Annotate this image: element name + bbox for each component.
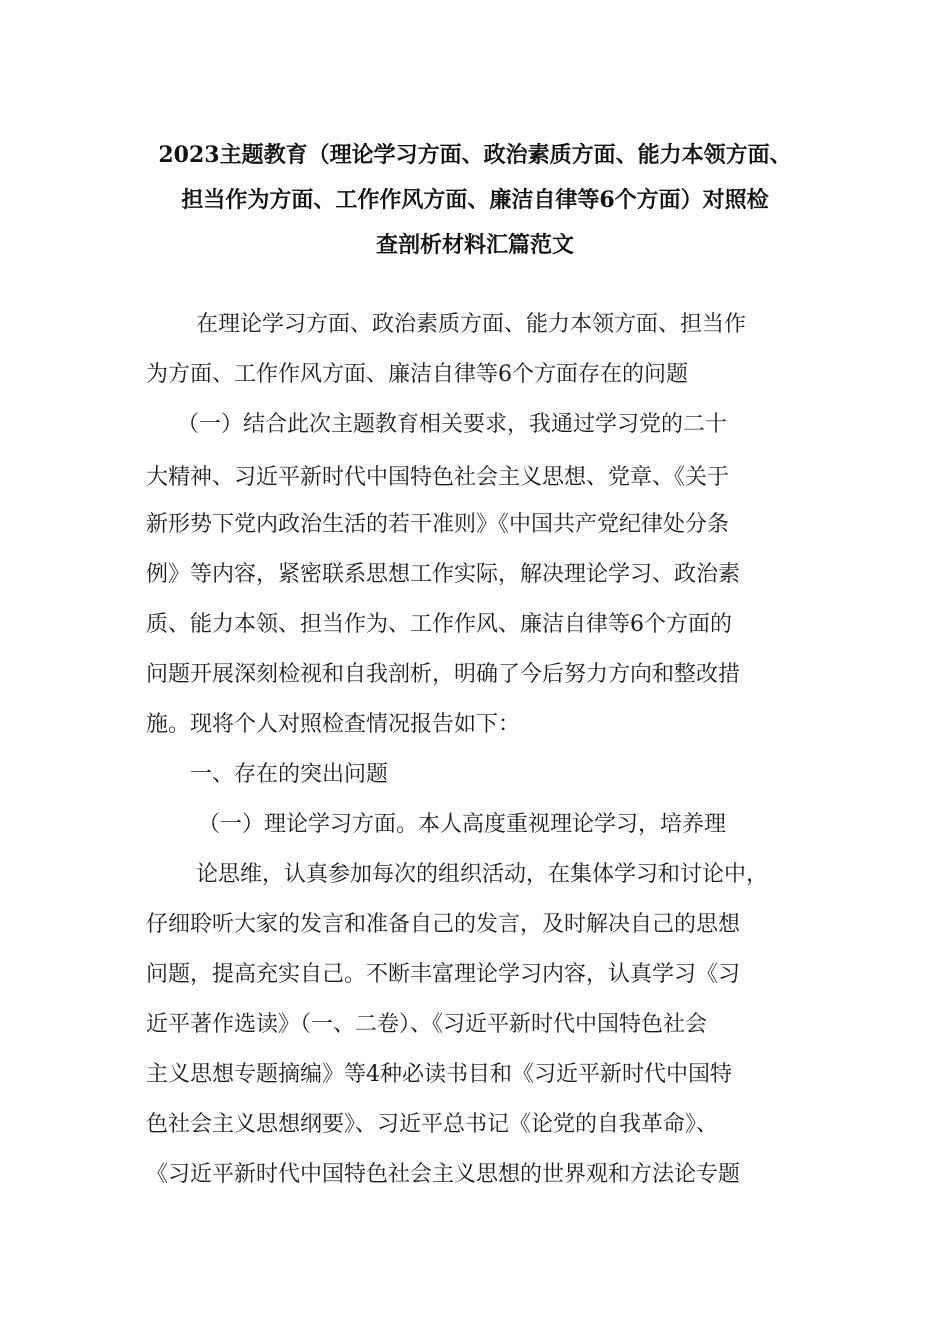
- section-heading: 一、存在的突出问题: [190, 762, 389, 787]
- body-line: 大精神、习近平新时代中国特色社会主义思想、党章、《关于: [146, 465, 730, 490]
- body-line: 近平著作选读》（一、二卷）、《习近平新时代中国特色社会: [146, 1012, 708, 1037]
- body-line: 问题开展深刻检视和自我剖析，明确了今后努力方向和整改措: [146, 662, 741, 687]
- body-line: 主义思想专题摘编》等4种必读书目和《习近平新时代中国特: [146, 1062, 732, 1087]
- body-line: （一）理论学习方面。本人高度重视理论学习，培养理: [198, 812, 727, 837]
- document-title-line-3: 查剖析材料汇篇范文: [375, 232, 574, 258]
- body-line: （一）结合此次主题教育相关要求，我通过学习党的二十: [177, 412, 728, 437]
- body-line: 论思维，认真参加每次的组织活动，在集体学习和讨论中，: [196, 862, 769, 887]
- document-title-line-2: 担当作为方面、工作作风方面、廉洁自律等6个方面）对照检: [181, 187, 769, 213]
- body-line: 《习近平新时代中国特色社会主义思想的世界观和方法论专题: [146, 1162, 741, 1187]
- body-line: 施。现将个人对照检查情况报告如下：: [146, 712, 521, 737]
- body-line: 色社会主义思想纲要》、习近平总书记《论党的自我革命》、: [146, 1112, 719, 1137]
- body-line: 新形势下党内政治生活的若干准则》《中国共产党纪律处分条: [146, 512, 730, 537]
- document-title-line-1: 2023主题教育（理论学习方面、政治素质方面、能力本领方面、: [158, 142, 792, 168]
- body-line: 仔细聆听大家的发言和准备自己的发言，及时解决自己的思想: [146, 912, 741, 937]
- body-line: 为方面、工作作风方面、廉洁自律等6个方面存在的问题: [146, 362, 688, 387]
- body-line: 例》等内容，紧密联系思想工作实际，解决理论学习、政治素: [146, 562, 741, 587]
- body-line: 质、能力本领、担当作为、工作作风、廉洁自律等6个方面的: [146, 612, 732, 637]
- body-line: 在理论学习方面、政治素质方面、能力本领方面、担当作: [196, 312, 747, 337]
- body-line: 问题，提高充实自己。不断丰富理论学习内容，认真学习《习: [146, 962, 741, 987]
